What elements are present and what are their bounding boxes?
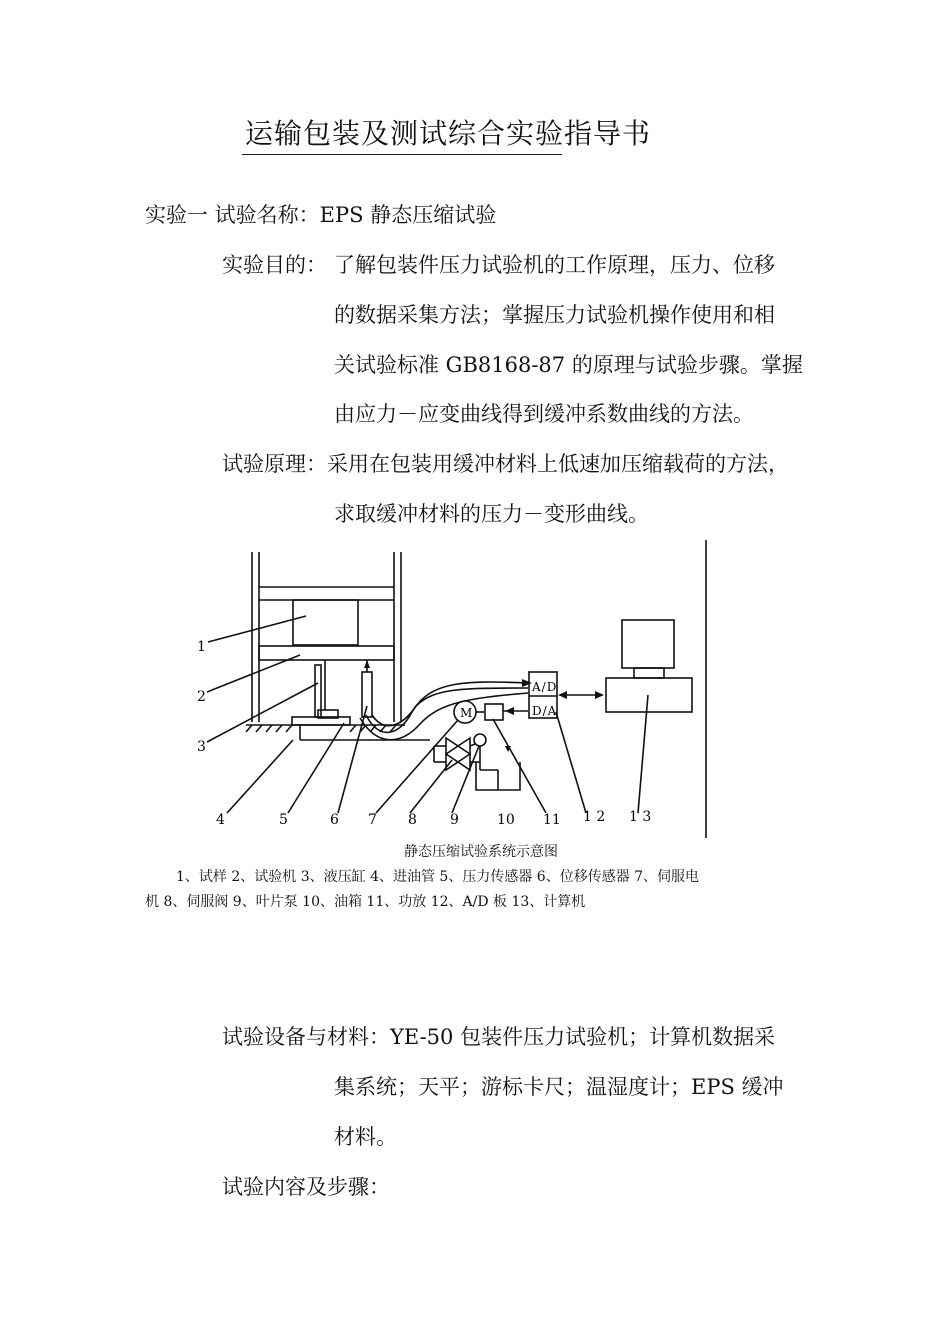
purpose-label: 实验目的：: [222, 253, 327, 277]
da-label: D/A: [532, 704, 558, 718]
equipment-line: 材料。: [334, 1125, 397, 1149]
principle-label: 试验原理：: [222, 452, 327, 476]
label-5: 5: [279, 812, 288, 828]
figure-legend-line: 1、试样 2、试验机 3、液压缸 4、进油管 5、压力传感器 6、位移传感器 7、伺服电: [176, 869, 700, 885]
label-2: 2: [197, 689, 206, 705]
principle-line: 求取缓冲材料的压力－变形曲线。: [334, 502, 649, 526]
purpose-line: 关试验标准 GB8168-87 的原理与试验步骤。掌握: [334, 353, 803, 377]
figure-legend-line: 机 8、伺服阀 9、叶片泵 10、油箱 11、功放 12、A/D 板 13、计算机: [145, 894, 586, 910]
label-13: 1 3: [629, 809, 652, 825]
label-4: 4: [216, 812, 225, 828]
figure-caption: 静态压缩试验系统示意图: [404, 844, 558, 860]
label-7: 7: [368, 812, 377, 828]
label-9: 9: [450, 812, 459, 828]
label-11: 11: [543, 812, 561, 828]
label-10: 10: [497, 812, 515, 828]
equipment-label: 试验设备与材料：: [222, 1025, 390, 1049]
motor-label: M: [460, 706, 473, 720]
steps-label: 试验内容及步骤：: [222, 1175, 390, 1199]
principle-line: 采用在包装用缓冲材料上低速加压缩载荷的方法，: [327, 452, 789, 476]
label-12: 1 2: [583, 809, 606, 825]
purpose-line: 了解包装件压力试验机的工作原理，压力、位移: [334, 253, 775, 277]
ad-label: A/D: [532, 680, 558, 694]
label-6: 6: [330, 812, 339, 828]
experiment-name-line: 实验一 试验名称：EPS 静态压缩试验: [145, 203, 497, 227]
equipment-line: YE-50 包装件压力试验机；计算机数据采: [390, 1025, 776, 1049]
label-3: 3: [197, 739, 206, 755]
purpose-line: 由应力－应变曲线得到缓冲系数曲线的方法。: [334, 402, 754, 426]
equipment-line: 集系统；天平；游标卡尺；温湿度计；EPS 缓冲: [334, 1075, 784, 1099]
page-title: 运输包装及测试综合实验指导书: [245, 117, 652, 150]
label-1: 1: [197, 639, 206, 655]
purpose-line: 的数据采集方法；掌握压力试验机操作使用和相: [334, 303, 775, 327]
label-8: 8: [408, 812, 417, 828]
